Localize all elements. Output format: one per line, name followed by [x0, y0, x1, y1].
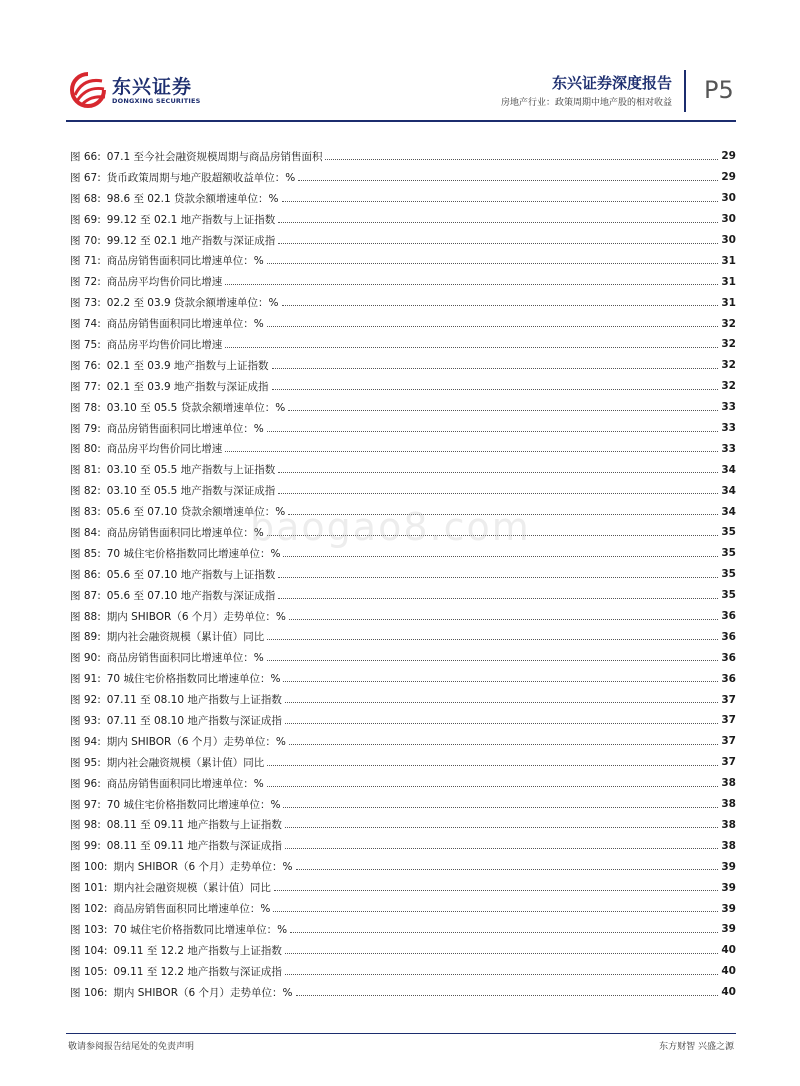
logo-english-name: DONGXING SECURITIES [112, 97, 201, 105]
toc-entry[interactable] [70, 459, 736, 480]
toc-figure-label: 图 87: [70, 589, 101, 602]
toc-entry[interactable] [70, 230, 736, 251]
toc-entry[interactable] [70, 313, 736, 334]
header-divider [684, 70, 686, 112]
toc-figure-title: 03.10 至 05.5 贷款余额增速单位：% [106, 401, 286, 414]
toc-entry[interactable] [70, 167, 736, 188]
toc-page-number: 36 [721, 630, 736, 643]
toc-page-number: 34 [721, 463, 736, 476]
toc-entry[interactable] [70, 209, 736, 230]
toc-figure-title: 02.1 至 03.9 地产指数与上证指数 [106, 359, 269, 372]
toc-dot-leader [298, 180, 718, 181]
toc-dot-leader [296, 995, 719, 996]
toc-page-number: 36 [721, 672, 736, 685]
toc-figure-label: 图 74: [70, 318, 101, 331]
toc-figure-label: 图 97: [70, 798, 101, 811]
toc-page-number: 35 [721, 547, 736, 560]
toc-figure-label: 图 103: [70, 923, 108, 936]
page-header [0, 0, 800, 122]
toc-dot-leader [296, 869, 719, 870]
toc-figure-title: 期内 SHIBOR（6 个月）走势单位：% [106, 735, 286, 748]
toc-dot-leader [272, 389, 719, 390]
toc-page-number: 36 [721, 610, 736, 623]
toc-figure-label: 图 96: [70, 777, 101, 790]
toc-figure-title: 70 城住宅价格指数同比增速单位：% [106, 673, 281, 686]
toc-dot-leader [267, 263, 719, 264]
toc-entry[interactable] [70, 647, 736, 668]
report-title: 东兴证券深度报告 [551, 74, 672, 92]
figure-index-list [70, 146, 736, 1003]
toc-entry[interactable] [70, 710, 736, 731]
toc-dot-leader [290, 932, 718, 933]
toc-figure-label: 图 71: [70, 255, 101, 268]
toc-figure-title: 07.1 至今社会融资规模周期与商品房销售面积 [106, 150, 323, 163]
toc-dot-leader [267, 326, 719, 327]
toc-page-number: 31 [721, 275, 736, 288]
logo-mark-icon [66, 68, 110, 112]
toc-entry[interactable] [70, 626, 736, 647]
toc-figure-label: 图 78: [70, 401, 101, 414]
toc-page-number: 40 [721, 965, 736, 978]
toc-figure-title: 商品房销售面积同比增速单位：% [106, 318, 264, 331]
toc-figure-label: 图 105: [70, 965, 108, 978]
logo-company-name: 东兴证券 [112, 76, 193, 98]
toc-dot-leader [278, 598, 718, 599]
toc-figure-label: 图 85: [70, 547, 101, 560]
toc-dot-leader [278, 222, 718, 223]
toc-page-number: 39 [721, 902, 736, 915]
toc-dot-leader [274, 890, 718, 891]
toc-page-number: 30 [721, 192, 736, 205]
toc-figure-label: 图 81: [70, 464, 101, 477]
toc-figure-title: 05.6 至 07.10 地产指数与深证成指 [106, 589, 276, 602]
toc-figure-title: 05.6 至 07.10 地产指数与上证指数 [106, 568, 276, 581]
footer-rule [66, 1033, 736, 1034]
toc-figure-title: 期内社会融资规模（累计值）同比 [106, 756, 265, 769]
toc-figure-label: 图 102: [70, 903, 108, 915]
toc-entry[interactable] [70, 418, 736, 439]
toc-dot-leader [273, 911, 718, 912]
toc-dot-leader [283, 681, 718, 682]
toc-entry[interactable] [70, 146, 736, 167]
toc-dot-leader [283, 556, 718, 557]
toc-page-number: 29 [721, 150, 736, 163]
toc-dot-leader [225, 284, 718, 285]
toc-figure-title: 商品房销售面积同比增速单位：% [106, 526, 264, 539]
watermark: baogao8.com [250, 505, 531, 549]
toc-figure-title: 07.11 至 08.10 地产指数与上证指数 [106, 694, 282, 707]
toc-figure-label: 图 95: [70, 756, 101, 769]
toc-figure-title: 商品房销售面积同比增速单位：% [113, 903, 271, 915]
toc-page-number: 37 [721, 714, 736, 727]
toc-figure-label: 图 68: [70, 192, 101, 205]
toc-figure-label: 图 106: [70, 986, 108, 999]
toc-page-number: 32 [721, 338, 736, 351]
toc-figure-label: 图 70: [70, 234, 101, 247]
toc-dot-leader [225, 451, 718, 452]
toc-dot-leader [267, 660, 719, 661]
toc-page-number: 32 [721, 317, 736, 330]
toc-figure-title: 09.11 至 12.2 地产指数与上证指数 [113, 944, 282, 957]
toc-page-number: 38 [721, 798, 736, 811]
toc-figure-label: 图 91: [70, 673, 101, 686]
toc-dot-leader [285, 702, 718, 703]
toc-figure-label: 图 80: [70, 443, 101, 456]
toc-page-number: 32 [721, 380, 736, 393]
toc-entry[interactable] [70, 564, 736, 585]
toc-page-number: 38 [721, 839, 736, 852]
toc-figure-title: 期内 SHIBOR（6 个月）走势单位：% [113, 986, 293, 999]
report-subtitle: 房地产行业：政策周期中地产股的相对收益 [500, 98, 672, 108]
footer-disclaimer: 敬请参阅报告结尾处的免责声明 [68, 1042, 195, 1052]
toc-figure-label: 图 99: [70, 840, 101, 853]
toc-page-number: 31 [721, 254, 736, 267]
toc-dot-leader [278, 577, 718, 578]
toc-figure-label: 图 90: [70, 652, 101, 665]
toc-page-number: 34 [721, 505, 736, 518]
toc-page-number: 39 [721, 881, 736, 894]
toc-entry[interactable] [70, 898, 736, 919]
toc-entry[interactable] [70, 355, 736, 376]
toc-page-number: 38 [721, 777, 736, 790]
toc-figure-title: 08.11 至 09.11 地产指数与上证指数 [106, 819, 282, 832]
toc-figure-title: 商品房平均售价同比增速 [106, 443, 223, 456]
toc-figure-label: 图 100: [70, 861, 108, 874]
toc-figure-label: 图 84: [70, 526, 101, 539]
toc-entry[interactable] [70, 606, 736, 627]
toc-dot-leader [272, 368, 719, 369]
toc-figure-title: 货币政策周期与地产股超额收益单位：% [106, 171, 296, 184]
toc-page-number: 30 [721, 213, 736, 226]
toc-figure-label: 图 77: [70, 380, 101, 393]
toc-entry[interactable] [70, 731, 736, 752]
toc-entry[interactable] [70, 271, 736, 292]
toc-entry[interactable] [70, 752, 736, 773]
toc-page-number: 32 [721, 359, 736, 372]
toc-page-number: 40 [721, 944, 736, 957]
toc-entry[interactable] [70, 835, 736, 856]
toc-dot-leader [285, 974, 719, 975]
toc-figure-title: 期内 SHIBOR（6 个月）走势单位：% [106, 610, 286, 623]
toc-figure-label: 图 73: [70, 297, 101, 310]
toc-figure-label: 图 75: [70, 338, 101, 351]
toc-entry[interactable] [70, 292, 736, 313]
toc-figure-label: 图 89: [70, 631, 101, 644]
toc-page-number: 34 [721, 484, 736, 497]
toc-dot-leader [289, 744, 719, 745]
company-logo [66, 68, 216, 118]
toc-dot-leader [283, 807, 718, 808]
toc-figure-label: 图 66: [70, 150, 101, 163]
toc-figure-title: 99.12 至 02.1 地产指数与深证成指 [106, 234, 276, 247]
toc-dot-leader [278, 243, 718, 244]
toc-figure-label: 图 93: [70, 714, 101, 727]
toc-page-number: 33 [721, 422, 736, 435]
toc-figure-title: 05.6 至 07.10 贷款余额增速单位：% [106, 506, 286, 519]
toc-dot-leader [325, 159, 718, 160]
toc-entry[interactable] [70, 689, 736, 710]
toc-figure-title: 期内 SHIBOR（6 个月）走势单位：% [113, 861, 293, 874]
toc-page-number: 37 [721, 693, 736, 706]
toc-figure-title: 07.11 至 08.10 地产指数与深证成指 [106, 714, 282, 727]
toc-figure-title: 02.2 至 03.9 贷款余额增速单位：% [106, 297, 279, 310]
toc-entry[interactable] [70, 334, 736, 355]
toc-figure-label: 图 98: [70, 819, 101, 832]
toc-dot-leader [288, 410, 718, 411]
toc-figure-title: 期内社会融资规模（累计值）同比 [106, 631, 265, 644]
toc-figure-title: 商品房销售面积同比增速单位：% [106, 422, 264, 435]
toc-dot-leader [285, 953, 719, 954]
toc-entry[interactable] [70, 940, 736, 961]
toc-figure-title: 02.1 至 03.9 地产指数与深证成指 [106, 380, 269, 393]
toc-entry[interactable] [70, 188, 736, 209]
toc-page-number: 29 [721, 171, 736, 184]
toc-entry[interactable] [70, 961, 736, 982]
toc-entry[interactable] [70, 982, 736, 1003]
toc-entry[interactable] [70, 794, 736, 815]
toc-page-number: 35 [721, 589, 736, 602]
toc-dot-leader [278, 472, 718, 473]
toc-page-number: 33 [721, 442, 736, 455]
footer-slogan: 东方财智 兴盛之源 [659, 1042, 734, 1052]
toc-figure-title: 08.11 至 09.11 地产指数与深证成指 [106, 840, 282, 853]
toc-dot-leader [285, 723, 718, 724]
toc-page-number: 37 [721, 756, 736, 769]
toc-figure-title: 70 城住宅价格指数同比增速单位：% [106, 798, 281, 811]
toc-page-number: 39 [721, 923, 736, 936]
toc-figure-label: 图 69: [70, 213, 101, 226]
toc-page-number: 33 [721, 401, 736, 414]
toc-figure-title: 03.10 至 05.5 地产指数与上证指数 [106, 464, 276, 477]
toc-entry[interactable] [70, 585, 736, 606]
toc-entry[interactable] [70, 877, 736, 898]
toc-figure-label: 图 76: [70, 359, 101, 372]
toc-figure-label: 图 101: [70, 882, 108, 895]
toc-page-number: 40 [721, 986, 736, 999]
toc-figure-label: 图 92: [70, 694, 101, 707]
toc-figure-title: 98.6 至 02.1 贷款余额增速单位：% [106, 192, 279, 205]
toc-figure-title: 期内社会融资规模（累计值）同比 [113, 882, 271, 895]
toc-figure-label: 图 82: [70, 485, 101, 498]
page-number: P5 [704, 76, 734, 104]
toc-figure-label: 图 67: [70, 171, 101, 184]
toc-figure-title: 03.10 至 05.5 地产指数与深证成指 [106, 485, 276, 498]
toc-dot-leader [282, 305, 719, 306]
toc-figure-title: 99.12 至 02.1 地产指数与上证指数 [106, 213, 276, 226]
toc-figure-title: 商品房销售面积同比增速单位：% [106, 255, 264, 268]
toc-figure-title: 09.11 至 12.2 地产指数与深证成指 [113, 965, 282, 978]
toc-dot-leader [267, 431, 719, 432]
toc-figure-label: 图 79: [70, 422, 101, 435]
toc-dot-leader [267, 639, 718, 640]
toc-entry[interactable] [70, 773, 736, 794]
toc-figure-title: 商品房销售面积同比增速单位：% [106, 777, 264, 790]
toc-figure-title: 商品房平均售价同比增速 [106, 276, 223, 289]
toc-page-number: 36 [721, 651, 736, 664]
toc-entry[interactable] [70, 856, 736, 877]
toc-dot-leader [285, 827, 718, 828]
toc-figure-title: 70 城住宅价格指数同比增速单位：% [106, 547, 281, 560]
toc-figure-label: 图 72: [70, 276, 101, 289]
toc-page-number: 39 [721, 860, 736, 873]
toc-page-number: 31 [721, 296, 736, 309]
toc-page-number: 37 [721, 735, 736, 748]
toc-entry[interactable] [70, 376, 736, 397]
toc-figure-label: 图 104: [70, 944, 108, 957]
toc-figure-label: 图 88: [70, 610, 101, 623]
toc-dot-leader [285, 848, 718, 849]
toc-page-number: 38 [721, 818, 736, 831]
toc-page-number: 35 [721, 526, 736, 539]
toc-figure-title: 70 城住宅价格指数同比增速单位：% [113, 923, 288, 936]
toc-entry[interactable] [70, 668, 736, 689]
toc-page-number: 35 [721, 568, 736, 581]
toc-entry[interactable] [70, 919, 736, 940]
toc-entry[interactable] [70, 815, 736, 836]
toc-figure-label: 图 94: [70, 735, 101, 748]
toc-dot-leader [225, 347, 718, 348]
toc-dot-leader [267, 786, 719, 787]
toc-page-number: 30 [721, 234, 736, 246]
toc-figure-title: 商品房平均售价同比增速 [106, 338, 223, 351]
toc-figure-title: 商品房销售面积同比增速单位：% [106, 652, 264, 665]
toc-figure-label: 图 86: [70, 568, 101, 581]
toc-entry[interactable] [70, 480, 736, 501]
toc-dot-leader [282, 201, 719, 202]
toc-dot-leader [278, 493, 718, 494]
header-rule [66, 120, 736, 122]
toc-figure-label: 图 83: [70, 506, 101, 519]
toc-entry[interactable] [70, 250, 736, 271]
toc-dot-leader [267, 765, 718, 766]
toc-dot-leader [289, 619, 719, 620]
toc-entry[interactable] [70, 438, 736, 459]
toc-entry[interactable] [70, 397, 736, 418]
